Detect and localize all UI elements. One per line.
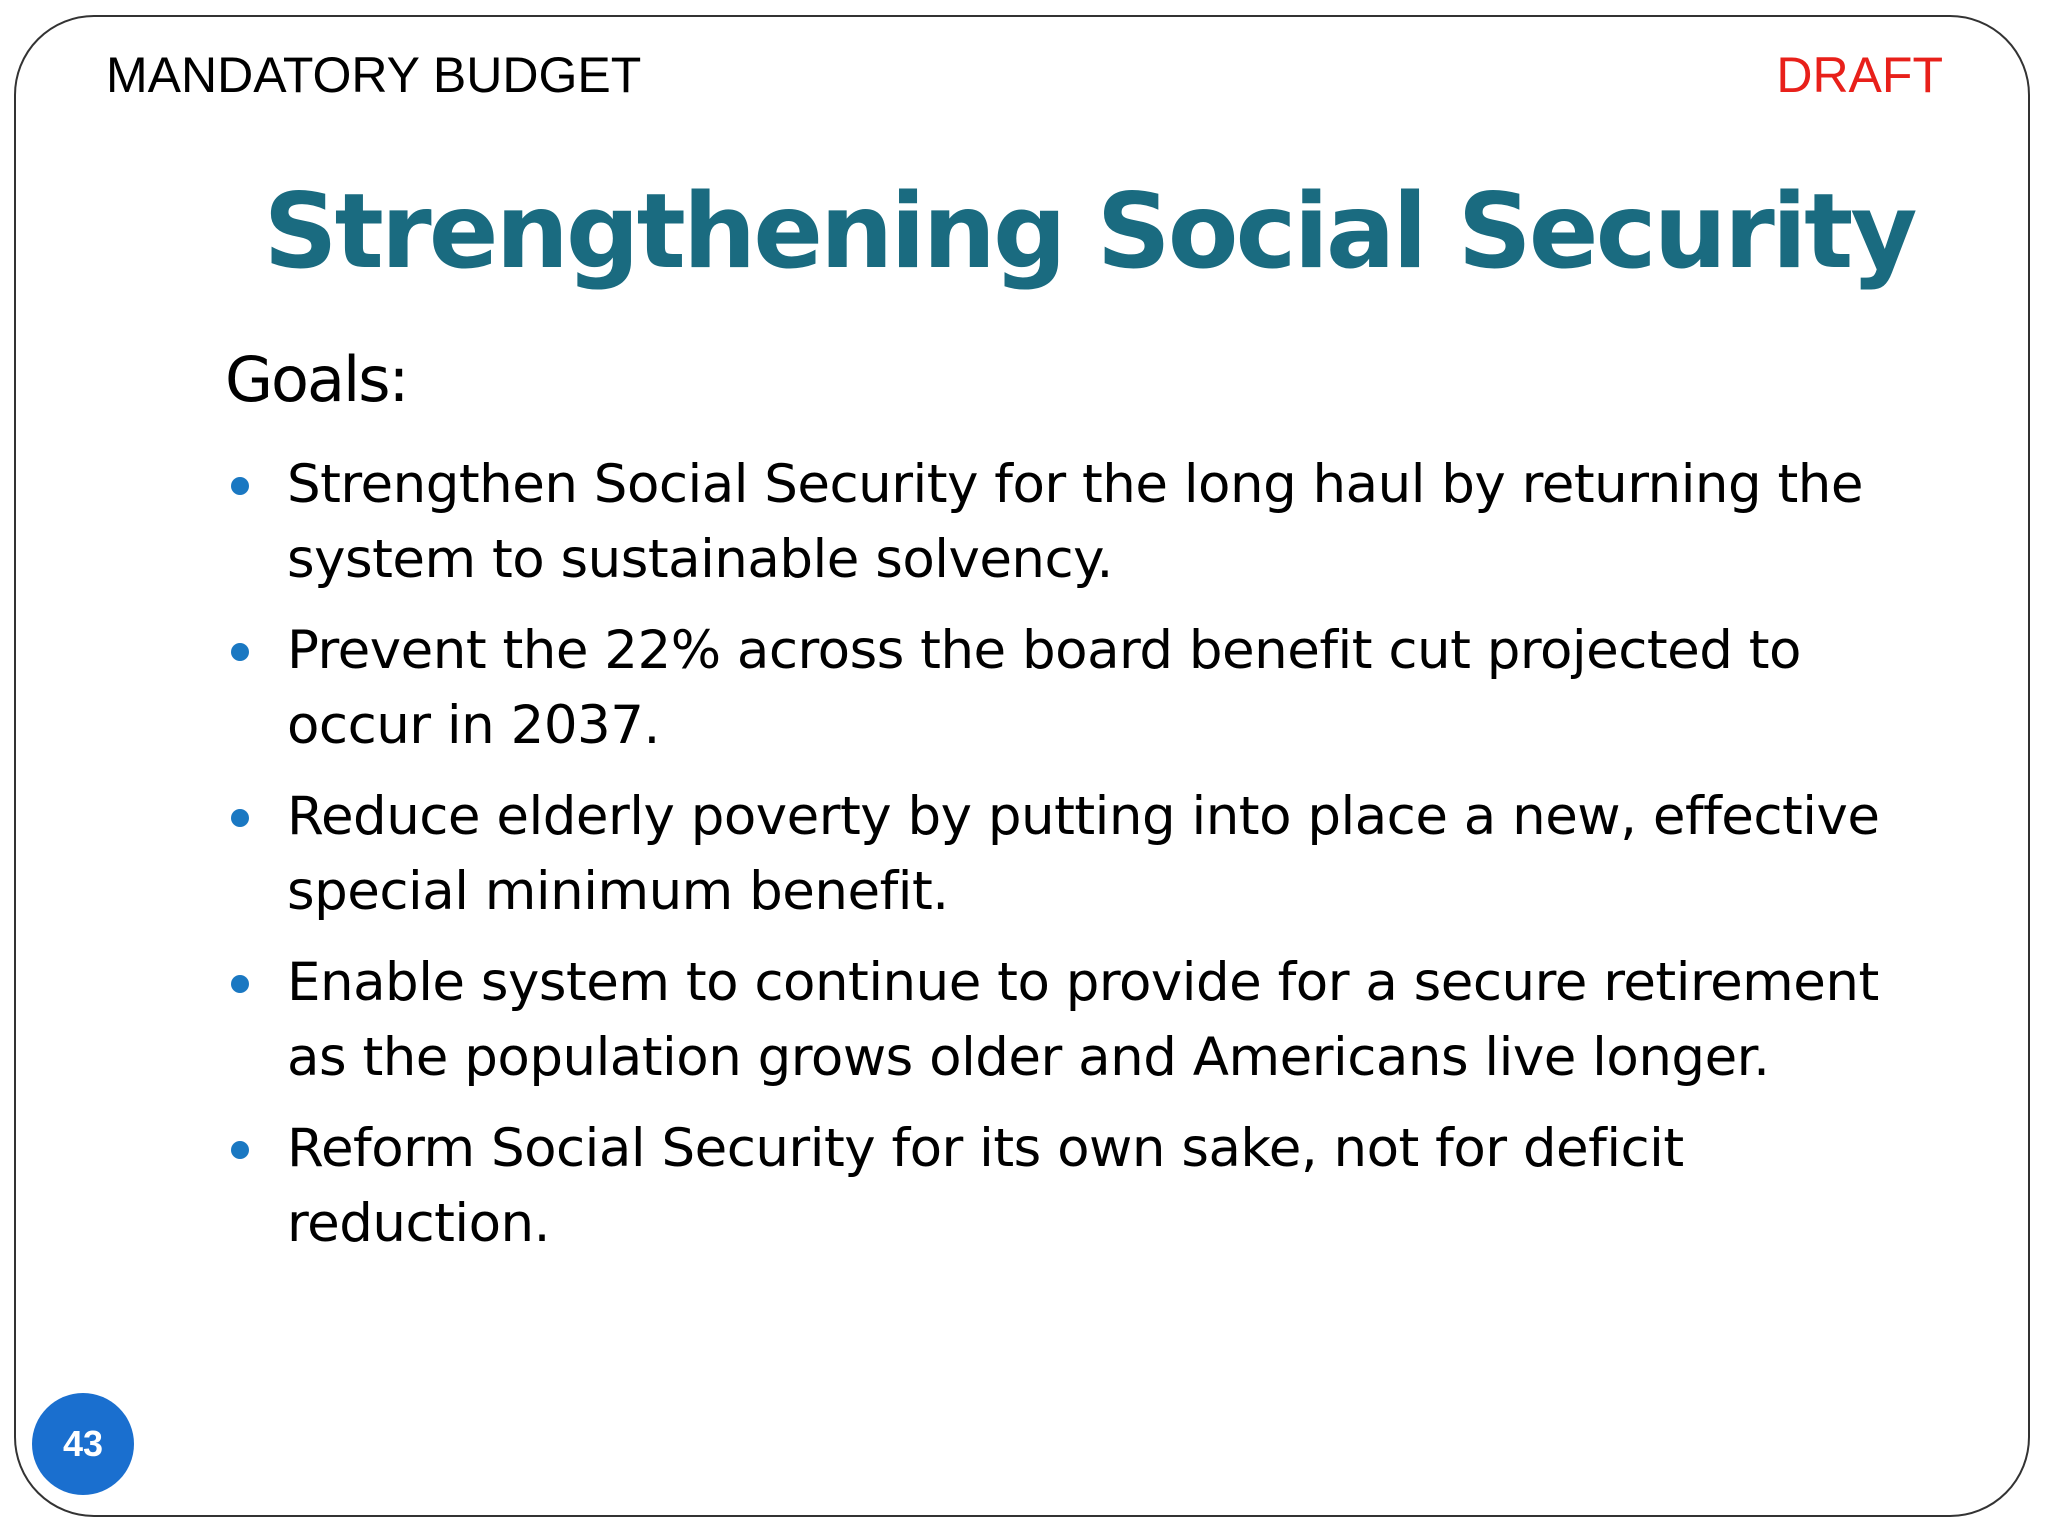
goals-heading: Goals: [225,343,408,416]
goals-list [225,447,1895,1277]
draft-label: DRAFT [1776,47,1943,103]
list-item-text: Prevent the 22% across the board benefit cut projected to occur in 2037. [287,620,1801,756]
list-item [225,779,1895,929]
list-item-text: Reform Social Security for its own sake, not for deficit reduction. [287,1118,1684,1254]
list-item [225,613,1895,763]
page-number-badge: 43 [32,1393,134,1495]
bullet-icon [231,643,249,661]
bullet-icon [231,975,249,993]
list-item-text: Reduce elderly poverty by putting into place a new, effective special minimum benefit. [287,786,1880,922]
list-item-text: Strengthen Social Security for the long haul by returning the system to sustainable solvency. [287,454,1863,590]
list-item [225,1111,1895,1261]
list-item [225,945,1895,1095]
section-label: MANDATORY BUDGET [106,47,642,103]
bullet-icon [231,1141,249,1159]
list-item-text: Enable system to continue to provide for a secure retirement as the population grows older and Americans live longer. [287,952,1879,1088]
bullet-icon [231,809,249,827]
slide-title: Strengthening Social Security [263,172,1915,292]
list-item [225,447,1895,597]
bullet-icon [231,477,249,495]
